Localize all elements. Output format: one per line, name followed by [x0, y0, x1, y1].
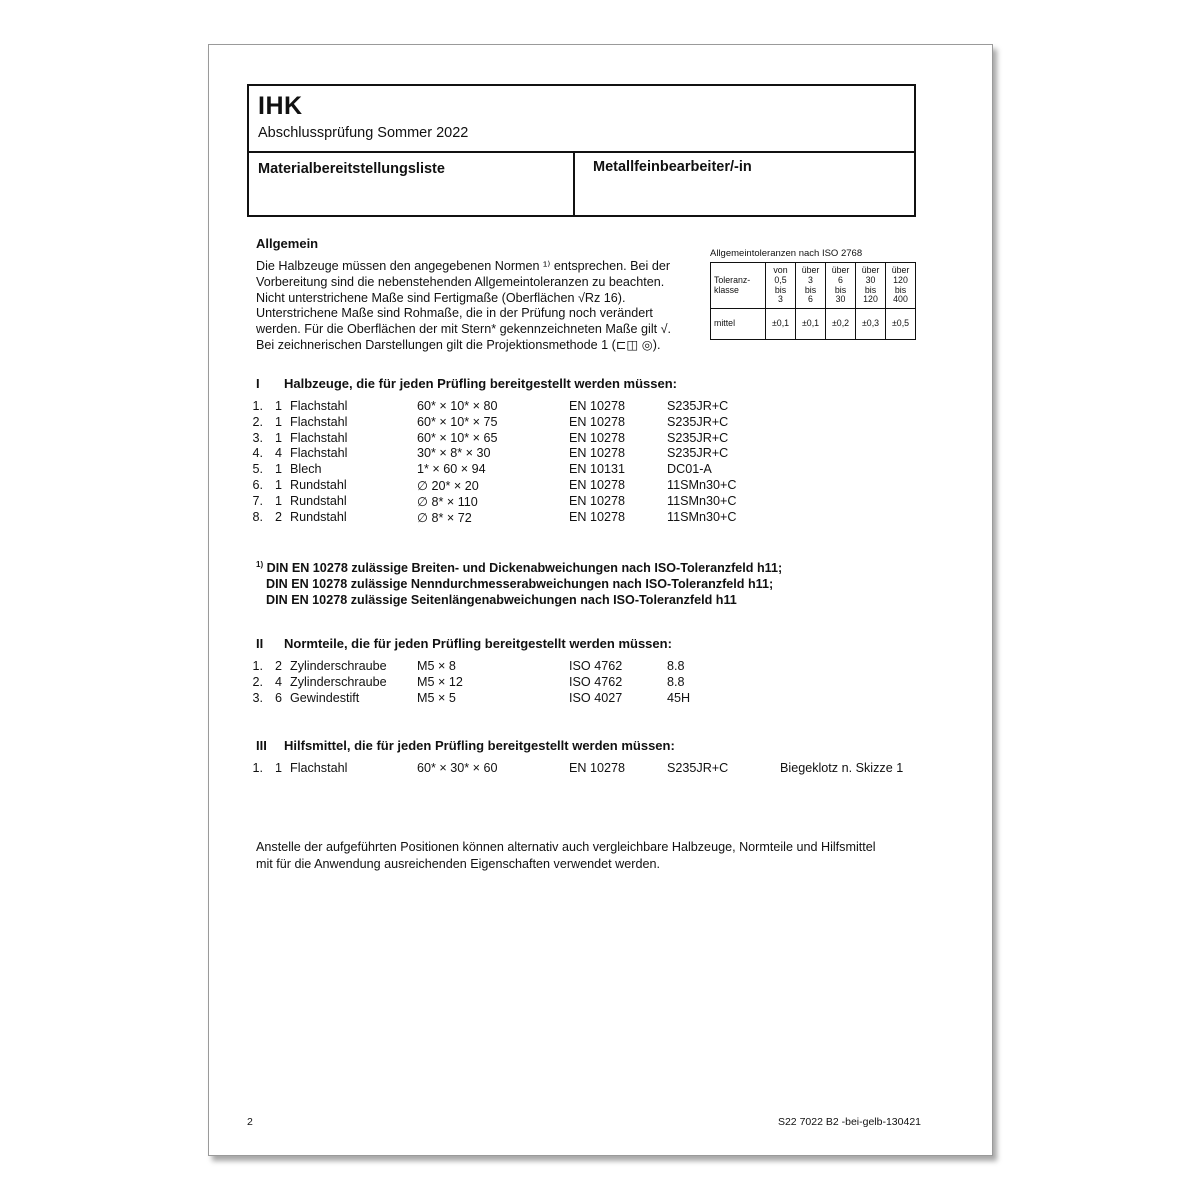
item-dimensions: ∅ 20* × 20 — [417, 478, 479, 493]
item-number: 6. — [252, 477, 263, 492]
item-note: Biegeklotz n. Skizze 1 — [780, 761, 904, 775]
item-material: 11SMn30+C — [667, 477, 737, 492]
closing-note — [256, 839, 876, 872]
item-standard: EN 10278 — [569, 414, 626, 429]
closing-line: mit für die Anwendung ausreichenden Eigenschaften verwendet werden. — [256, 856, 660, 871]
tolerance-range: über 6 bis 30 — [826, 263, 856, 309]
item-standard: EN 10131 — [569, 462, 626, 477]
tolerance-value: ±0,3 — [856, 309, 886, 340]
tolerance-range: über 30 bis 120 — [856, 263, 886, 309]
section-title: Normteile, die für jeden Prüfling bereitgestellt werden müssen: — [284, 636, 672, 651]
item-quantity: 2 — [275, 659, 283, 673]
item-material: 45H — [667, 690, 691, 705]
item-standard: EN 10278 — [569, 430, 626, 445]
item-quantity: 4 — [275, 446, 283, 461]
item-number: 5. — [252, 462, 263, 477]
item-standard: ISO 4762 — [569, 674, 623, 689]
section-title: Halbzeuge, die für jeden Prüfling bereitgestellt werden müssen: — [284, 376, 677, 391]
item-material: 8.8 — [667, 674, 685, 689]
item-dimensions: M5 × 5 — [417, 690, 456, 705]
item-number: 4. — [252, 446, 263, 461]
item-quantity: 1 — [275, 414, 283, 429]
item-quantity: 1 — [275, 761, 283, 775]
tolerance-class-name: mittel — [711, 309, 766, 340]
item-dimensions: 60* × 10* × 65 — [417, 430, 498, 445]
header-box — [247, 84, 916, 217]
closing-line: Anstelle der aufgeführten Positionen können alternativ auch vergleichbare Halbzeuge, Normteile und Hilfsmittel — [256, 840, 876, 854]
page-number: 2 — [247, 1116, 253, 1128]
item-material: S235JR+C — [667, 761, 729, 775]
item-description: Blech — [290, 462, 322, 477]
item-material: 11SMn30+C — [667, 509, 737, 524]
allgemein-line: Unterstrichene Maße sind Rohmaße, die in der Prüfung noch verändert — [256, 306, 653, 321]
item-material: DC01-A — [667, 462, 712, 477]
tolerance-class-label: Toleranz- klasse — [711, 263, 766, 309]
section-number: II — [256, 636, 264, 651]
item-standard: ISO 4762 — [569, 659, 623, 673]
item-number: 2. — [252, 414, 263, 429]
tolerance-value: ±0,2 — [826, 309, 856, 340]
occupation-title: Metallfeinbearbeiter/-in — [593, 159, 752, 175]
allgemein-line: Die Halbzeuge müssen den angegebenen Normen ¹⁾ entsprechen. Bei der — [256, 259, 671, 273]
item-description: Flachstahl — [290, 414, 348, 429]
item-dimensions: 60* × 10* × 80 — [417, 399, 498, 413]
item-dimensions: 60* × 30* × 60 — [417, 761, 498, 775]
tolerance-range: von 0,5 bis 3 — [766, 263, 796, 309]
item-material: S235JR+C — [667, 430, 729, 445]
item-description: Flachstahl — [290, 761, 348, 775]
item-number: 1. — [252, 399, 263, 413]
footnote — [256, 557, 782, 608]
allgemein-line: Nicht unterstrichene Maße sind Fertigmaße (Oberflächen √Rz 16). — [256, 290, 626, 305]
item-material: 8.8 — [667, 659, 685, 673]
item-dimensions: M5 × 8 — [417, 659, 456, 673]
item-description: Zylinderschraube — [290, 674, 387, 689]
item-description: Gewindestift — [290, 690, 360, 705]
exam-subtitle: Abschlussprüfung Sommer 2022 — [258, 125, 469, 141]
item-material: 11SMn30+C — [667, 493, 737, 508]
item-dimensions: 30* × 8* × 30 — [417, 446, 491, 461]
item-quantity: 1 — [275, 399, 283, 413]
item-description: Rundstahl — [290, 509, 347, 524]
document-page — [208, 44, 993, 1156]
item-number: 1. — [252, 659, 263, 673]
tolerance-caption: Allgemeintoleranzen nach ISO 2768 — [710, 248, 863, 259]
item-number: 8. — [252, 509, 263, 524]
header-column-divider — [573, 151, 575, 215]
item-standard: EN 10278 — [569, 477, 626, 492]
footnote-line: DIN EN 10278 zulässige Nenndurchmesserabweichungen nach ISO-Toleranzfeld h11; — [266, 577, 774, 592]
item-dimensions: M5 × 12 — [417, 674, 463, 689]
ihk-title: IHK — [258, 92, 303, 120]
item-number: 7. — [252, 493, 263, 508]
item-standard: EN 10278 — [569, 446, 626, 461]
item-number: 3. — [252, 690, 263, 705]
item-standard: EN 10278 — [569, 493, 626, 508]
tolerance-table — [710, 262, 916, 340]
allgemein-line: Vorbereitung sind die nebenstehenden Allgemeintoleranzen zu beachten. — [256, 274, 665, 289]
allgemein-heading: Allgemein — [256, 236, 319, 251]
item-description: Rundstahl — [290, 493, 347, 508]
footnote-text: DIN EN 10278 zulässige Breiten- und Dickenabweichungen nach ISO-Toleranzfeld h11; — [266, 561, 783, 576]
item-standard: EN 10278 — [569, 761, 626, 775]
document-code: S22 7022 B2 -bei-gelb-130421 — [777, 1116, 921, 1128]
allgemein-paragraph — [256, 259, 689, 354]
item-material: S235JR+C — [667, 399, 729, 413]
section-number: III — [256, 738, 267, 753]
item-number: 1. — [252, 761, 263, 775]
tolerance-range: über 120 bis 400 — [886, 263, 916, 309]
item-dimensions: ∅ 8* × 110 — [417, 494, 478, 509]
item-standard: ISO 4027 — [569, 690, 623, 705]
tolerance-range: über 3 bis 6 — [796, 263, 826, 309]
section-title: Hilfsmittel, die für jeden Prüfling bereitgestellt werden müssen: — [284, 738, 675, 753]
footnote-line — [256, 557, 782, 576]
list-title: Materialbereitstellungsliste — [258, 161, 445, 177]
item-quantity: 1 — [275, 493, 283, 508]
footnote-mark: 1) — [256, 560, 264, 569]
item-quantity: 1 — [275, 430, 283, 445]
item-quantity: 1 — [275, 462, 283, 477]
item-description: Flachstahl — [290, 446, 348, 461]
header-divider — [249, 151, 914, 153]
item-description: Rundstahl — [290, 477, 347, 492]
item-quantity: 2 — [275, 509, 283, 524]
item-dimensions: 1* × 60 × 94 — [417, 462, 486, 477]
item-description: Zylinderschraube — [290, 659, 387, 673]
tolerance-value: ±0,1 — [766, 309, 796, 340]
item-material: S235JR+C — [667, 414, 729, 429]
allgemein-line: Bei zeichnerischen Darstellungen gilt die Projektionsmethode 1 (⊏◫ ◎). — [256, 337, 661, 352]
item-material: S235JR+C — [667, 446, 729, 461]
item-dimensions: 60* × 10* × 75 — [417, 414, 498, 429]
allgemein-line: werden. Für die Oberflächen der mit Stern* gekennzeichneten Maße gilt √. — [256, 322, 672, 337]
item-standard: EN 10278 — [569, 509, 626, 524]
item-quantity: 6 — [275, 690, 283, 705]
item-description: Flachstahl — [290, 399, 348, 413]
item-description: Flachstahl — [290, 430, 348, 445]
item-quantity: 1 — [275, 477, 283, 492]
item-standard: EN 10278 — [569, 399, 626, 413]
tolerance-value: ±0,5 — [886, 309, 916, 340]
item-number: 3. — [252, 430, 263, 445]
item-number: 2. — [252, 674, 263, 689]
item-quantity: 4 — [275, 674, 283, 689]
footnote-line: DIN EN 10278 zulässige Seitenlängenabweichungen nach ISO-Toleranzfeld h11 — [266, 593, 737, 608]
section-number: I — [256, 376, 260, 391]
item-dimensions: ∅ 8* × 72 — [417, 510, 472, 525]
tolerance-value: ±0,1 — [796, 309, 826, 340]
